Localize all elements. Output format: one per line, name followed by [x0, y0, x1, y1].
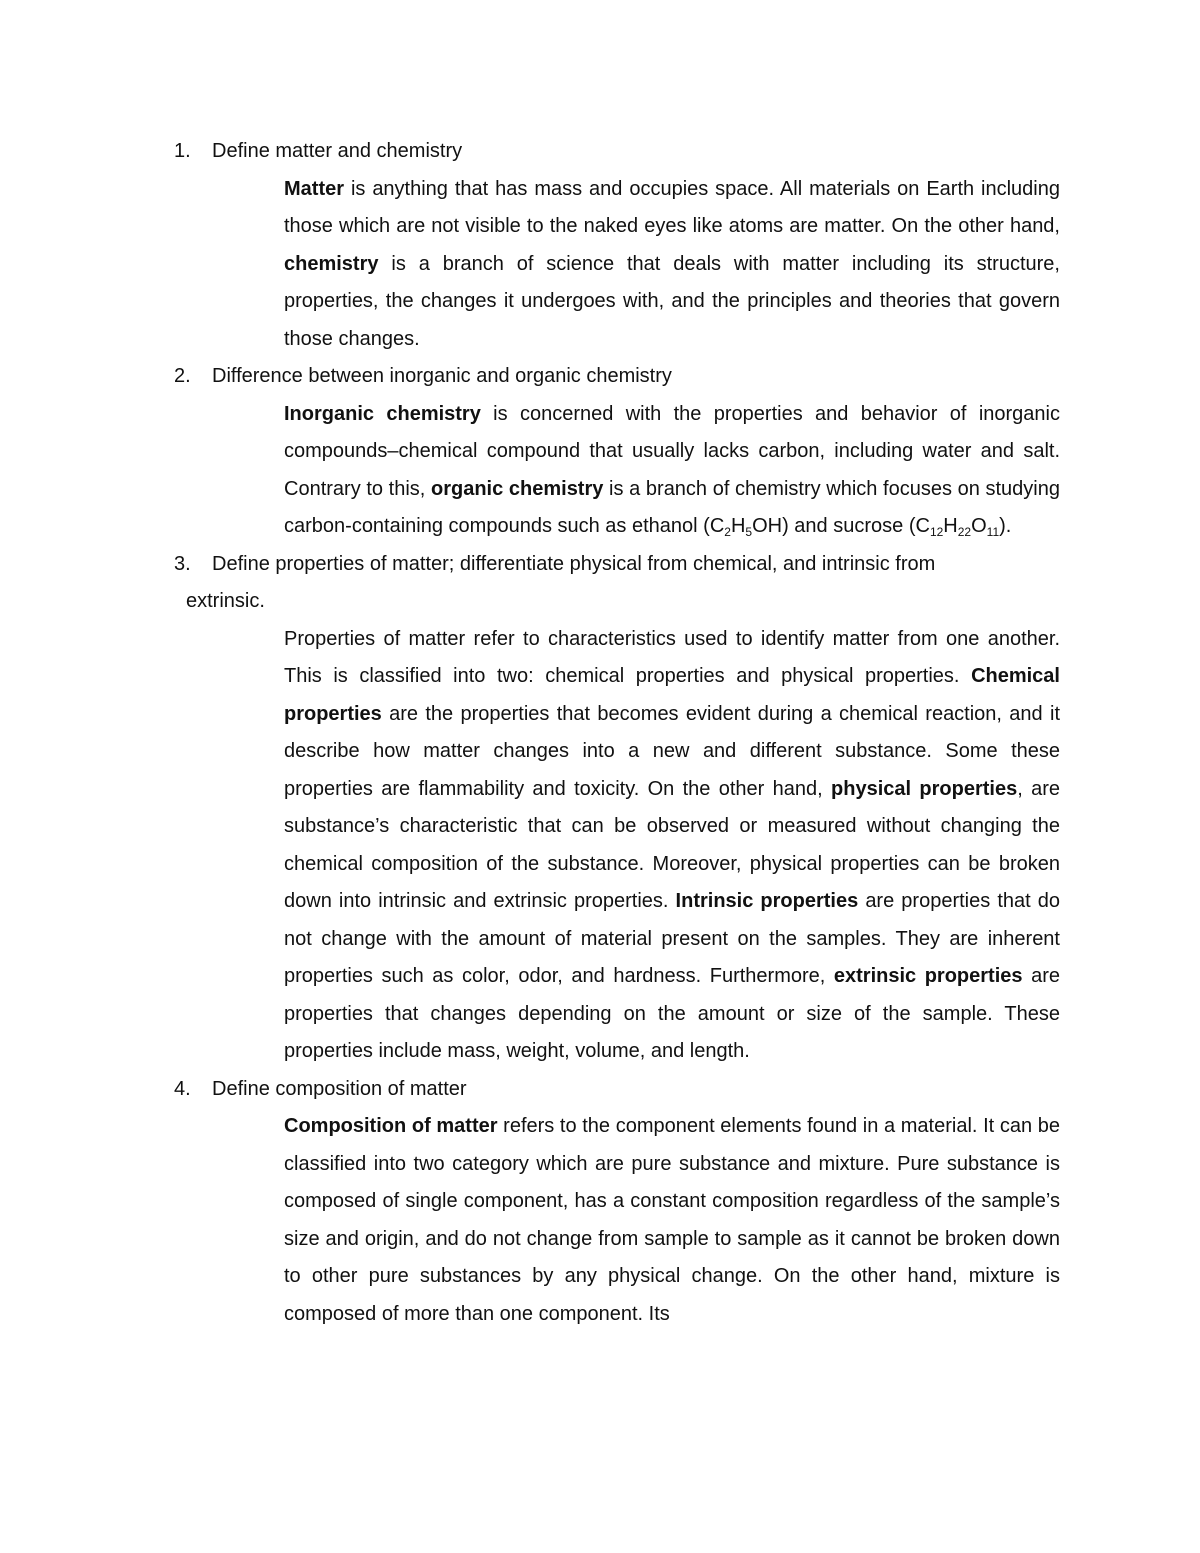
term-chemistry: chemistry [284, 252, 379, 275]
document-page [0, 133, 1200, 1333]
term-organic-chemistry: organic chemistry [431, 477, 604, 500]
answer-text: H [943, 515, 958, 537]
term-extrinsic-properties: extrinsic properties [833, 965, 1023, 987]
answer-2 [284, 396, 1060, 546]
question-2 [174, 358, 1060, 396]
term-physical-properties: physical properties [831, 777, 1018, 800]
answer-text: refers to the component elements found in a material. It can be classified into two category which are pure substance and mixture. Pure substance is composed of single component, has a constant composition regardless of the sample’s size and origin, and do not change from sample to sample as it cannot be broken down to other pure substances by any physical change. On the other hand, mixture is composed of more than one component. Its [284, 1115, 1060, 1325]
answer-text: is a branch of chemistry which focuses on studying carbon-containing compounds such as ethanol (C [284, 477, 1060, 537]
answer-text: are the properties that becomes evident during a chemical reaction, and it describe how matter changes into a new and different substance. Some these properties are flammability and toxicity. On the other hand, [284, 702, 1060, 800]
question-1 [174, 133, 1060, 171]
answer-text: ). [999, 515, 1012, 537]
question-text: Define properties of matter; differentiate physical from chemical, and intrinsic from [212, 552, 936, 575]
question-4 [174, 1071, 1060, 1109]
answer-text: O [971, 515, 987, 537]
question-number: 4. [174, 1077, 191, 1100]
answer-text: H [730, 515, 746, 537]
answer-3 [284, 621, 1060, 1071]
subscript: 11 [986, 525, 1000, 539]
answer-1 [284, 171, 1060, 359]
question-text: Define composition of matter [212, 1077, 467, 1100]
answer-text: are properties that changes depending on the amount or size of the sample. These properties include mass, weight, volume, and length. [284, 965, 1061, 1062]
question-3 [174, 546, 1060, 584]
subscript: 2 [724, 525, 731, 539]
answer-text: Properties of matter refer to characteristics used to identify matter from one another. This is classified into two: chemical properties and physical properties. [284, 627, 1060, 687]
answer-text: is anything that has mass and occupies space. All materials on Earth including those which are not visible to the naked eyes like atoms are matter. On the other hand, [284, 177, 1060, 237]
answer-text: OH) and sucrose (C [752, 515, 930, 537]
question-text: Difference between inorganic and organic chemistry [212, 365, 672, 387]
answer-text: , are substance’s characteristic that can be observed or measured without changing the chemical composition of the substance. Moreover, physical properties can be broken down into intrinsic and extrinsic properties. [284, 777, 1060, 912]
question-text: Define matter and chemistry [212, 140, 463, 162]
answer-text: is concerned with the properties and behavior of inorganic compounds–chemical compound that usually lacks carbon, including water and salt. Contrary to this, [284, 402, 1060, 500]
answer-text: is a branch of science that deals with matter including its structure, properties, the changes it undergoes with, and the principles and theories that govern those changes. [284, 252, 1060, 350]
question-text: extrinsic. [186, 590, 265, 612]
term-matter: Matter [284, 177, 345, 200]
question-3-continuation [186, 583, 1060, 621]
term-chemical-properties: Chemical properties [284, 665, 1060, 725]
subscript: 5 [745, 525, 753, 539]
subscript: 12 [929, 525, 944, 539]
answer-text: are properties that do not change with the amount of material present on the samples. They are inherent properties such as color, odor, and hardness. Furthermore, [284, 890, 1060, 987]
question-number: 3. [174, 552, 191, 575]
subscript: 22 [957, 525, 972, 539]
term-intrinsic-properties: Intrinsic properties [675, 890, 859, 912]
term-composition-of-matter: Composition of matter [284, 1115, 498, 1137]
question-number: 1. [174, 140, 191, 162]
question-number: 2. [174, 365, 191, 387]
term-inorganic-chemistry: Inorganic chemistry [284, 402, 481, 425]
answer-4 [284, 1108, 1060, 1333]
